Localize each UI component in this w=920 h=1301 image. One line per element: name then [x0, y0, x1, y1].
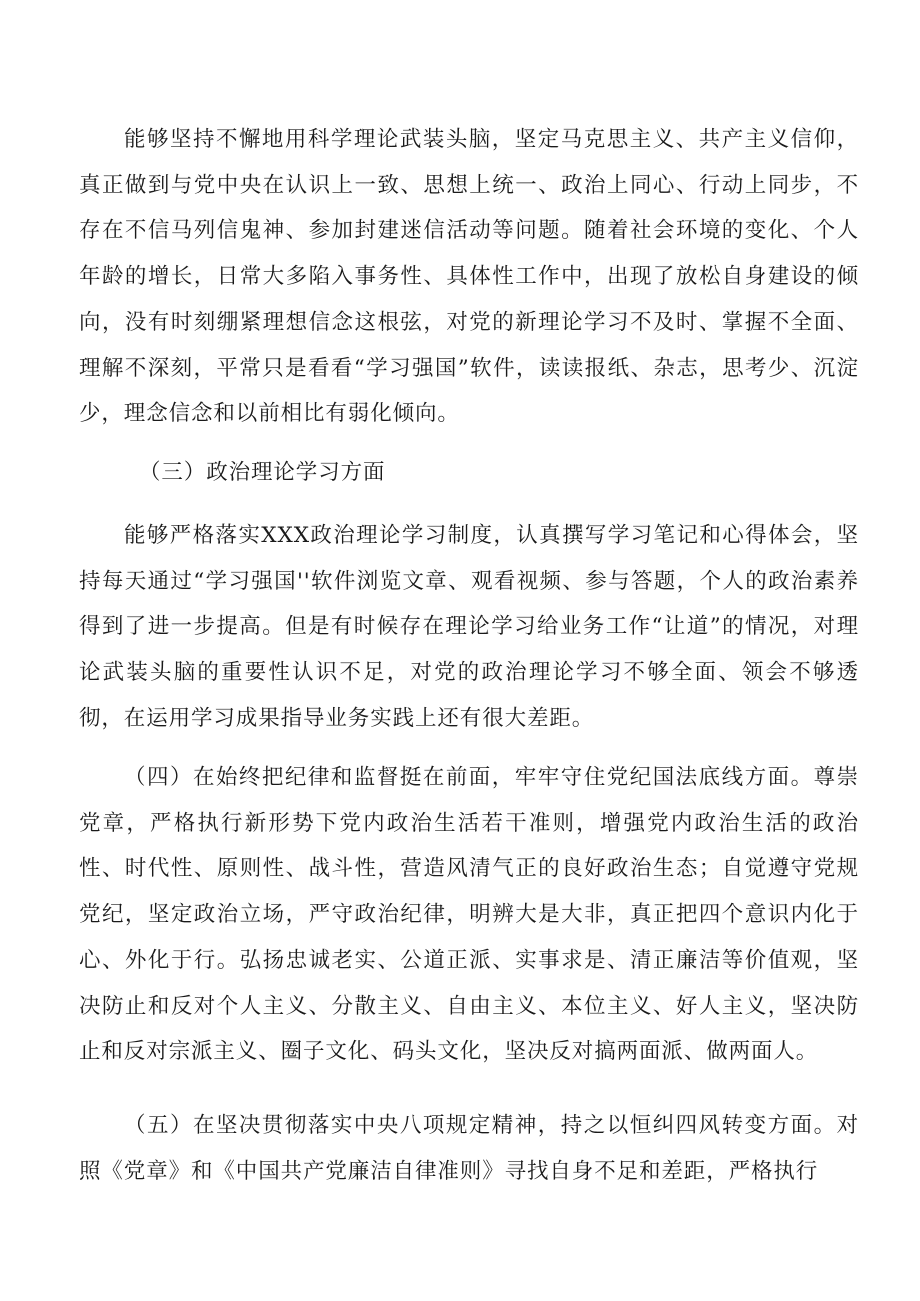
paragraph-discipline-supervision: （四）在始终把纪律和监督挺在前面，牢牢守住党纪国法底线方面。尊崇党章，严格执行新形势下党内政治生活若干准则，增强党内政治生活的政治性、时代性、原则性、战斗性，营造风清气正的良好政治生态；自觉遵守党规党纪，坚定政治立场，严守政治纪律，明辨大是大非，真正把四个意识内化于心、外化于行。弘扬忠诚老实、公道正派、实事求是、清正廉洁等价值观，坚决防止和反对个人主义、分散主义、自由主义、本位主义、好人主义，坚决防止和反对宗派主义、圈子文化、码头文化，坚决反对搞两面派、做两面人。 — [79, 765, 859, 1065]
section-heading-political-theory: （三）政治理论学习方面 — [139, 460, 386, 485]
paragraph-ideals-belief: 能够坚持不懈地用科学理论武装头脑，坚定马克思主义、共产主义信仰，真正做到与党中央在认识上一致、思想上统一、政治上同心、行动上同步，不存在不信马列信鬼神、参加封建迷信活动等问题。随着社会环境的变化、个人年龄的增长，日常大多陷入事务性、具体性工作中，出现了放松自身建设的倾向，没有时刻绷紧理想信念这根弦，对党的新理论学习不及时、掌握不全面、理解不深刻，平常只是看看“学习强国”软件，读读报纸、杂志，思考少、沉淀少，理念信念和以前相比有弱化倾向。 — [79, 127, 859, 427]
paragraph-political-theory-study: 能够严格落实XXX政治理论学习制度，认真撰写学习笔记和心得体会，坚持每天通过“学习强国''软件浏览文章、观看视频、参与答题，个人的政治素养得到了进一步提高。但是有时候存在理论学习给业务工作“让道”的情况，对理论武装头脑的重要性认识不足，对党的政治理论学习不够全面、领会不够透彻，在运用学习成果指导业务实践上还有很大差距。 — [79, 523, 859, 731]
paragraph-eight-regulations: （五）在坚决贯彻落实中央八项规定精神，持之以恒纠四风转变方面。对照《党章》和《中国共产党廉洁自律准则》寻找自身不足和差距，严格执行 — [79, 1113, 859, 1184]
